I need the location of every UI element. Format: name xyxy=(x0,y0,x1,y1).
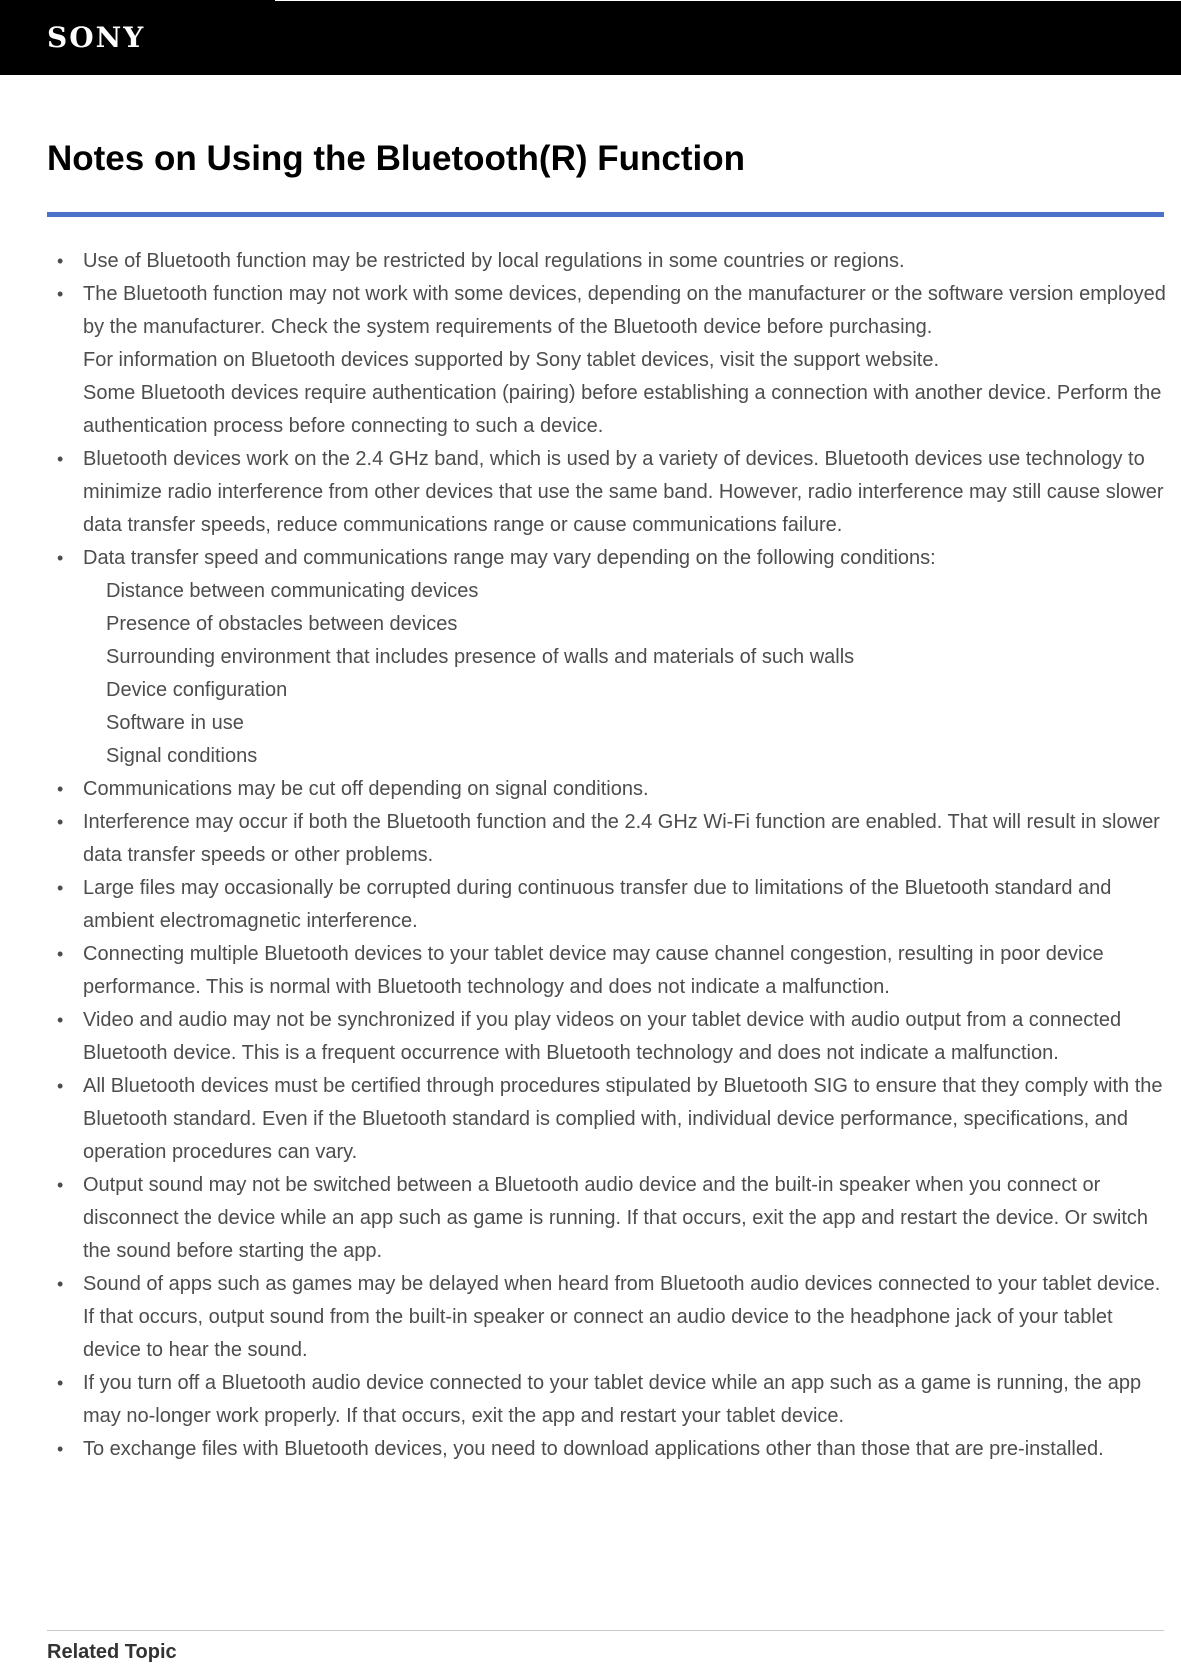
note-text: • Use of Bluetooth function may be restricted by local regulations in some countries or regions. xyxy=(83,250,905,272)
title-divider xyxy=(47,212,1164,217)
note-text: • Sound of apps such as games may be delayed when heard from Bluetooth audio devices connected to your tablet device. If that occurs, output sound from the built-in speaker or connect an audio device to the headphone jack of your tablet device to hear the sound. xyxy=(83,1273,1161,1361)
list-item xyxy=(47,278,1167,443)
condition-item: Software in use xyxy=(106,712,244,734)
list-item xyxy=(47,542,1167,773)
list-item xyxy=(47,872,1167,938)
note-text: • Communications may be cut off depending on signal conditions. xyxy=(83,778,649,800)
note-text: For information on Bluetooth devices supported by Sony tablet devices, visit the support website. xyxy=(83,349,940,371)
note-text: • Output sound may not be switched between a Bluetooth audio device and the built-in speaker when you connect or disconnect the device while an app such as game is running. If that occurs, exit the app and restart the device. Or switch the sound before starting the app. xyxy=(83,1174,1149,1262)
list-item xyxy=(47,1268,1167,1367)
note-text: Some Bluetooth devices require authentication (pairing) before establishing a connection with another device. Perform the authentication process before connecting to such a device. xyxy=(83,382,1162,437)
list-item xyxy=(47,806,1167,872)
site-header xyxy=(0,0,1181,75)
sony-logo[interactable]: SONY xyxy=(47,21,146,54)
note-text: • Video and audio may not be synchronized if you play videos on your tablet device with audio output from a connected Bluetooth device. This is a frequent occurrence with Bluetooth technology and does not indicate a malfunction. xyxy=(83,1009,1122,1064)
note-text: • All Bluetooth devices must be certified through procedures stipulated by Bluetooth SIG to ensure that they comply with the Bluetooth standard. Even if the Bluetooth standard is complied with, individual device performance, specifications, and operation procedures can vary. xyxy=(83,1075,1163,1163)
list-item xyxy=(47,938,1167,1004)
note-text: • If you turn off a Bluetooth audio device connected to your tablet device while an app such as a game is running, the app may no-longer work properly. If that occurs, exit the app and restart your tablet device. xyxy=(83,1372,1142,1427)
section-divider xyxy=(47,1630,1164,1631)
condition-item: Device configuration xyxy=(106,679,288,701)
condition-item: Presence of obstacles between devices xyxy=(106,613,458,635)
page-title: Notes on Using the Bluetooth(R) Function xyxy=(47,139,745,178)
note-text: • Interference may occur if both the Bluetooth function and the 2.4 GHz Wi-Fi function are enabled. That will result in slower data transfer speeds or other problems. xyxy=(83,811,1160,866)
list-item xyxy=(47,1433,1167,1466)
note-text: • To exchange files with Bluetooth devices, you need to download applications other than those that are pre-installed. xyxy=(83,1438,1104,1460)
note-text: • The Bluetooth function may not work with some devices, depending on the manufacturer or the software version employed by the manufacturer. Check the system requirements of the Bluetooth device before purchasing. xyxy=(83,283,1166,338)
list-item xyxy=(47,773,1167,806)
header-top-line xyxy=(275,0,1181,1)
condition-item: Distance between communicating devices xyxy=(106,580,479,602)
note-text: • Bluetooth devices work on the 2.4 GHz band, which is used by a variety of devices. Bluetooth devices use technology to minimize radio interference from other devices that use the same band. However, radio interference may still cause slower data transfer speeds, reduce communications range or cause communications failure. xyxy=(83,448,1164,536)
list-item xyxy=(47,443,1167,542)
related-topic-heading: Related Topic xyxy=(47,1641,177,1663)
list-item xyxy=(47,1169,1167,1268)
note-text: • Connecting multiple Bluetooth devices to your tablet device may cause channel congestion, resulting in poor device performance. This is normal with Bluetooth technology and does not indicate a malfunction. xyxy=(83,943,1104,998)
note-text: • Data transfer speed and communications range may vary depending on the following conditions: xyxy=(83,547,936,569)
note-text: • Large files may occasionally be corrupted during continuous transfer due to limitations of the Bluetooth standard and ambient electromagnetic interference. xyxy=(83,877,1112,932)
condition-item: Surrounding environment that includes presence of walls and materials of such walls xyxy=(106,646,855,668)
list-item xyxy=(47,1004,1167,1070)
list-item xyxy=(47,1367,1167,1433)
list-item xyxy=(47,1070,1167,1169)
condition-item: Signal conditions xyxy=(106,745,258,767)
notes-list xyxy=(47,245,1167,1466)
list-item xyxy=(47,245,1167,278)
